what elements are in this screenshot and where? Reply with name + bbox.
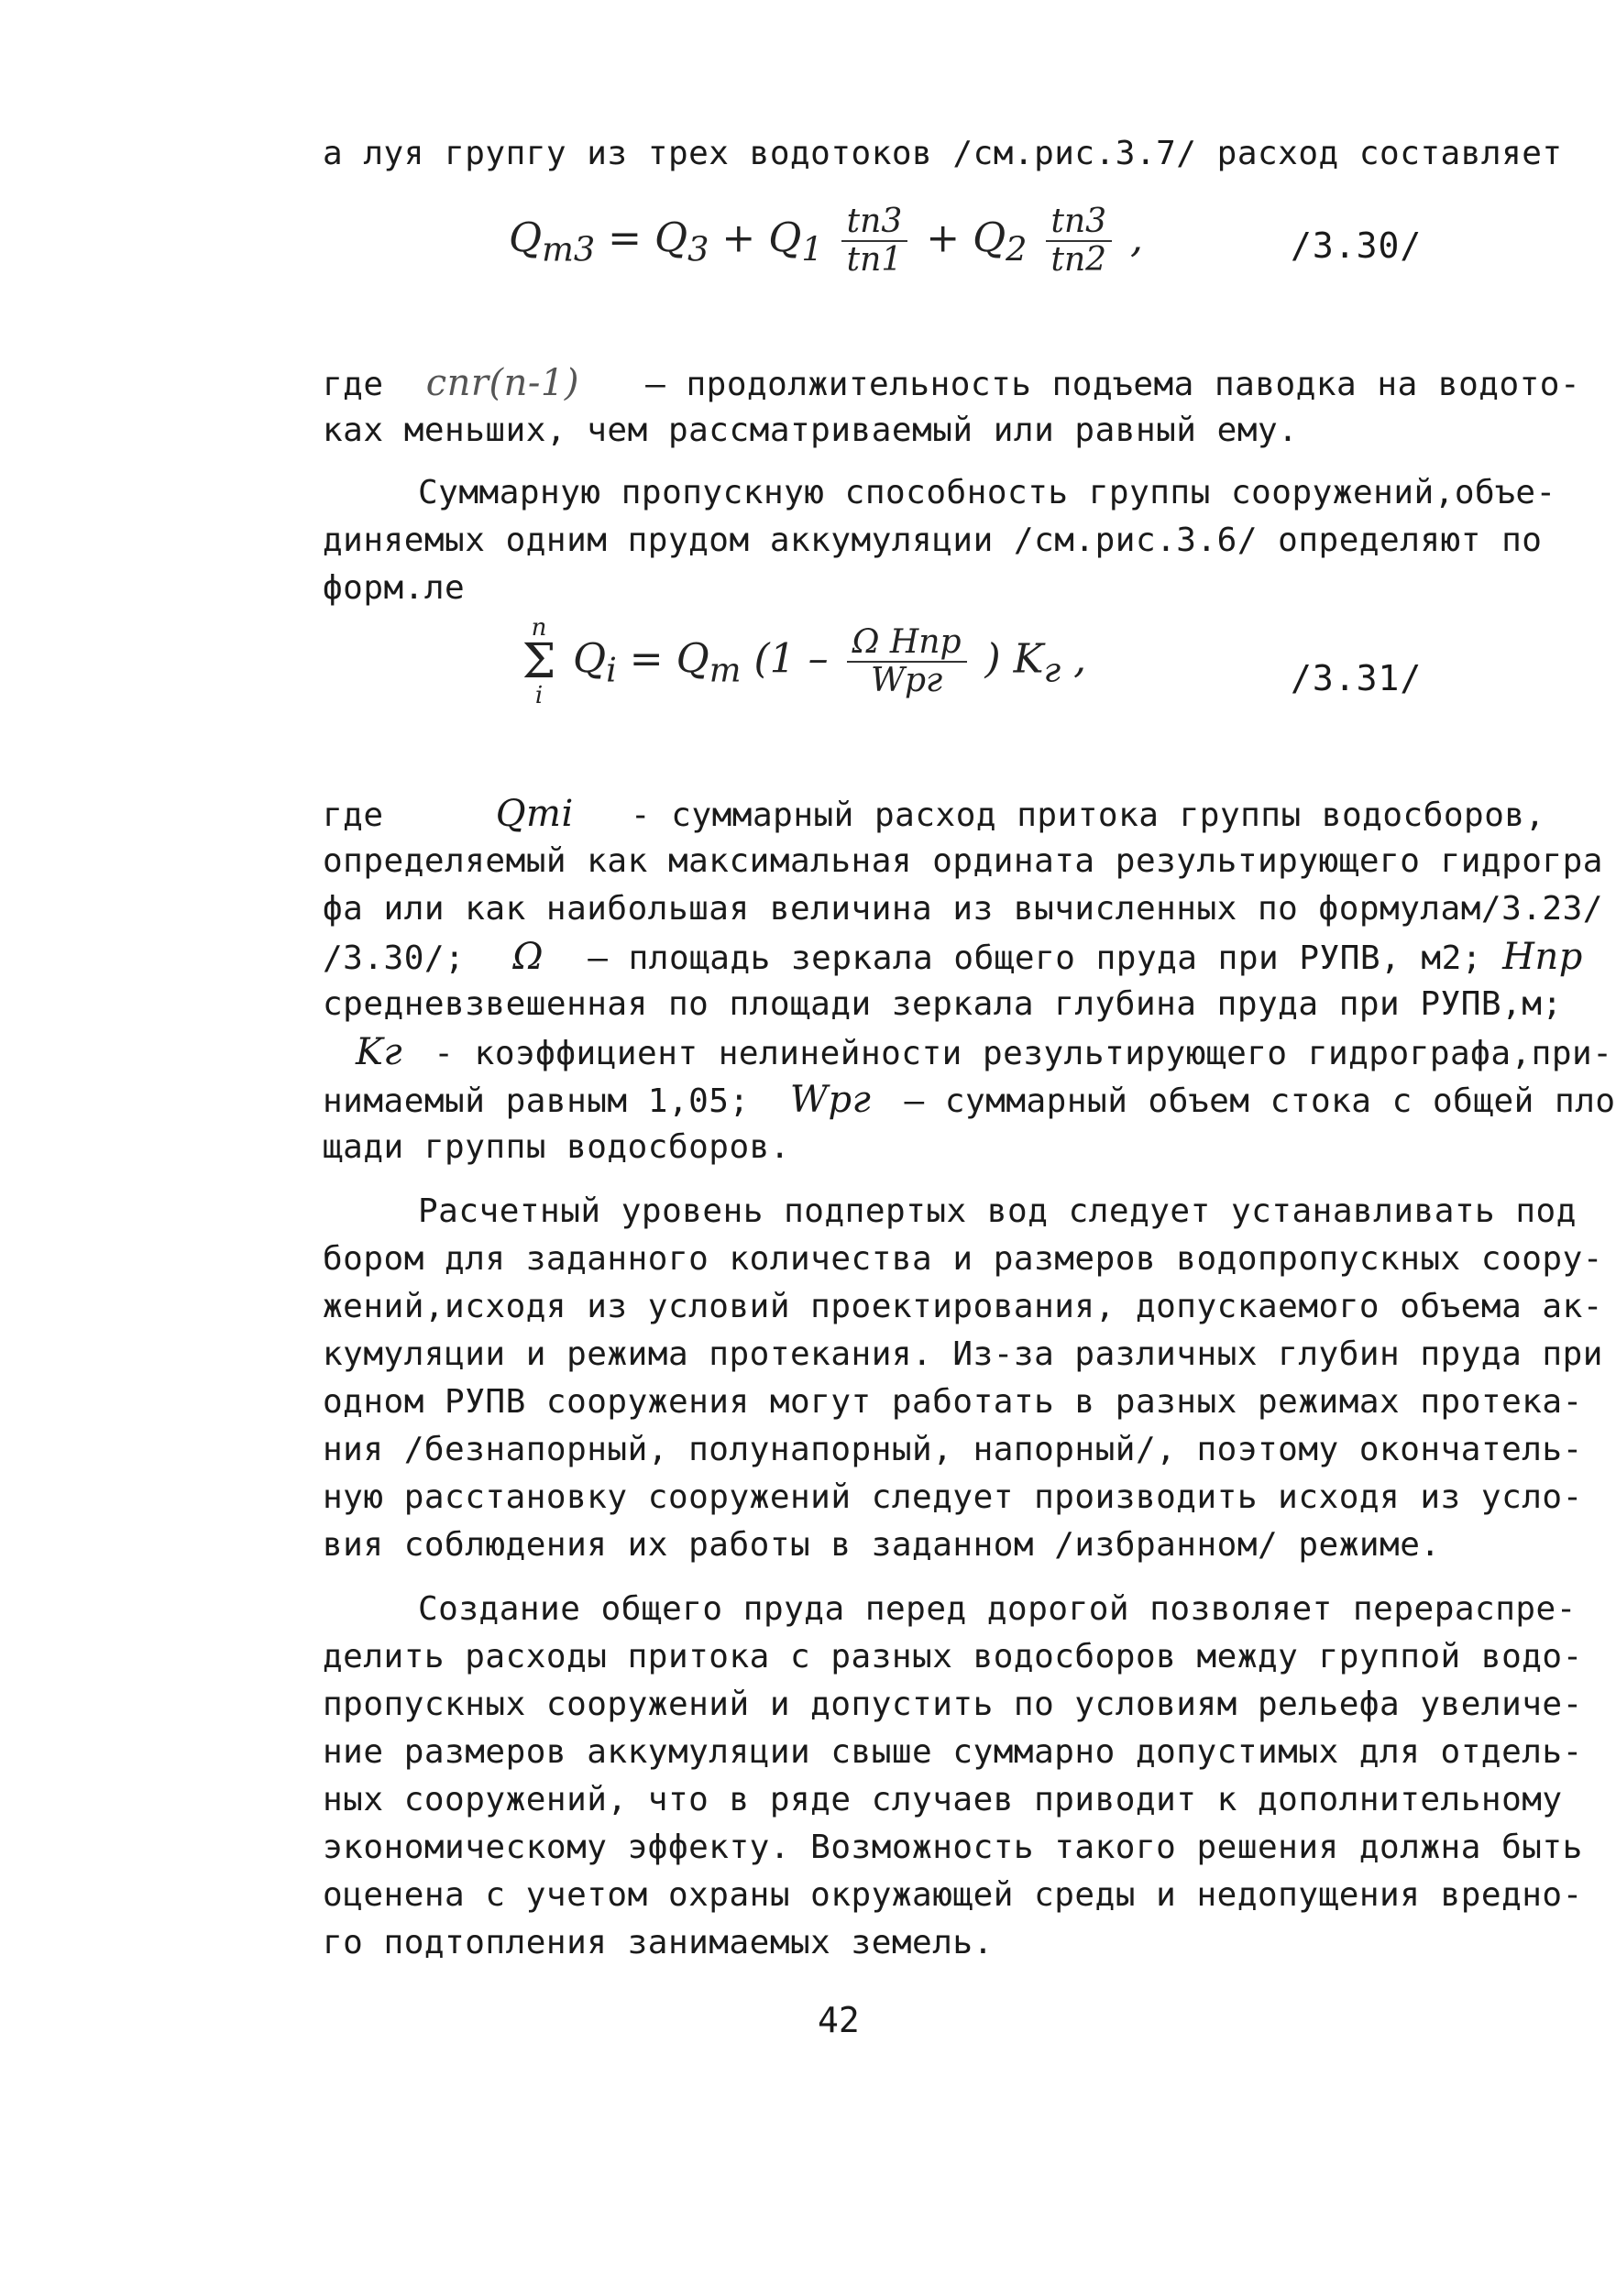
sum-lower-limit: i: [534, 682, 544, 709]
text-line: оценена с учетом охраны окружающей среды и недопущения вредно-: [323, 1876, 1583, 1914]
text-line: пропускных сооружений и допустить по условиям рельефа увеличе-: [323, 1686, 1583, 1723]
formula-symbol: Q: [573, 635, 607, 683]
formula-symbol: Q: [509, 214, 543, 262]
text-line: Расчетный уровень подпертых вод следует устанавливать под: [418, 1192, 1577, 1230]
formula-subscript: г: [1043, 650, 1061, 690]
equation-number: /3.31/: [1291, 658, 1423, 698]
text-line: вия соблюдения их работы в заданном /избранном/ режиме.: [323, 1526, 1441, 1564]
text-line: ных сооружений, что в ряде случаев приводит к дополнительному: [323, 1781, 1563, 1818]
text-line: экономическому эффекту. Возможность такого решения должна быть: [323, 1829, 1583, 1866]
fraction-denominator: tn1: [846, 241, 903, 279]
text-line: а луя групгу из трех водотоков /см.рис.3.7/ расход составляет: [323, 135, 1563, 172]
formula-symbol: + Q: [709, 214, 802, 262]
formula-symbol: + Q: [926, 214, 1006, 262]
text-span: - суммарный расход притока группы водосборов,: [630, 796, 1545, 834]
fraction-denominator: Wрг: [870, 662, 943, 699]
text-line: Создание общего пруда перед дорогой позволяет перераспре-: [418, 1590, 1577, 1628]
formula-3-30: [509, 203, 1143, 279]
fraction: [847, 624, 967, 699]
text-span: – площадь зеркала общего пруда при РУПВ, м2;: [588, 939, 1482, 977]
fraction-numerator: Ω Hпр: [847, 624, 967, 663]
formula-symbol: = Q: [595, 214, 688, 262]
text-line: [323, 1080, 1616, 1122]
equation-number: /3.30/: [1291, 225, 1423, 266]
text-line: бором для заданного количества и размеров водопропускных соору-: [323, 1240, 1603, 1278]
text-line: одном РУПВ сооружения могут работать в разных режимах протека-: [323, 1383, 1583, 1421]
text-line: ную расстановку сооружений следует производить исходя из усло-: [323, 1478, 1583, 1516]
formula-subscript: 2: [1006, 229, 1028, 269]
text-line: ние размеров аккумуляции свыше суммарно допустимых для отдель-: [323, 1733, 1583, 1771]
fraction-numerator: tn3: [1046, 203, 1113, 242]
formula-symbol: Wрг: [789, 1079, 872, 1121]
fraction: [841, 203, 908, 279]
formula-symbol: cnr(n-1): [425, 362, 579, 404]
formula-symbol: Hпр: [1502, 936, 1583, 978]
text-line: диняемых одним прудом аккумуляции /см.рис.3.6/ определяют по: [323, 522, 1543, 559]
formula-symbol: ) K: [972, 635, 1044, 683]
text-line: форм.ле: [323, 569, 466, 607]
text-line: кумуляции и режима протекания. Из-за различных глубин пруда при: [323, 1335, 1603, 1373]
sum-upper-limit: n: [531, 614, 547, 642]
text-line: ния /безнапорный, полунапорный, напорный/, поэтому окончатель-: [323, 1431, 1583, 1468]
sigma-icon: Σ: [522, 634, 556, 689]
text-line: щади группы водосборов.: [323, 1128, 790, 1166]
text-line: [323, 794, 1545, 836]
page-number: 42: [818, 2000, 860, 2040]
text-line: средневзвешенная по площади зеркала глубина пруда при РУПВ,м;: [323, 985, 1563, 1023]
text-line: жений,исходя из условий проектирования, допускаемого объема ак-: [323, 1288, 1603, 1325]
fraction-denominator: tn2: [1050, 241, 1107, 279]
formula-symbol: Kг: [356, 1031, 403, 1073]
text-line: ках меньших, чем рассматриваемый или равный ему.: [323, 412, 1299, 449]
formula-subscript: 3: [687, 229, 709, 269]
where-word: где: [323, 796, 384, 834]
formula-symbol: = Q: [616, 635, 709, 683]
formula-symbol: Qmi: [495, 793, 574, 835]
formula-3-31: [518, 616, 1086, 708]
fraction: [1046, 203, 1113, 279]
formula-subscript: 1: [801, 229, 823, 269]
text-span: /3.30/;: [323, 939, 466, 977]
text-span: - коэффициент нелинейности результирующего гидрографа,при-: [434, 1035, 1613, 1072]
text-line: фа или как наибольшая величина из вычисленных по формулам/3.23/: [323, 890, 1603, 928]
text-line: го подтопления занимаемых земель.: [323, 1924, 994, 1961]
text-line: [356, 1032, 1612, 1074]
where-word: где: [323, 366, 384, 403]
text-span: нимаемый равным 1,05;: [323, 1082, 750, 1120]
formula-symbol: (1 –: [741, 635, 841, 683]
text-span: – суммарный объем стока с общей пло: [904, 1082, 1616, 1120]
omega-symbol: Ω: [512, 936, 544, 978]
formula-subscript: m: [709, 650, 742, 690]
text-line: Суммарную пропускную способность группы сооружений,объе-: [418, 474, 1556, 511]
formula-symbol: ,: [1117, 214, 1144, 262]
formula-subscript: m3: [542, 229, 596, 269]
sum-operator: [518, 616, 560, 708]
text-line: [323, 937, 1583, 979]
formula-symbol: ,: [1061, 635, 1087, 683]
formula-subscript: i: [606, 650, 617, 690]
text-line: делить расходы притока с разных водосборов между группой водо-: [323, 1638, 1583, 1675]
fraction-numerator: tn3: [841, 203, 908, 242]
text-line: [323, 363, 1580, 405]
text-line: определяемый как максимальная ордината результирующего гидрогра: [323, 842, 1603, 880]
text-span: – продолжительность подъема паводка на водото-: [645, 366, 1581, 403]
